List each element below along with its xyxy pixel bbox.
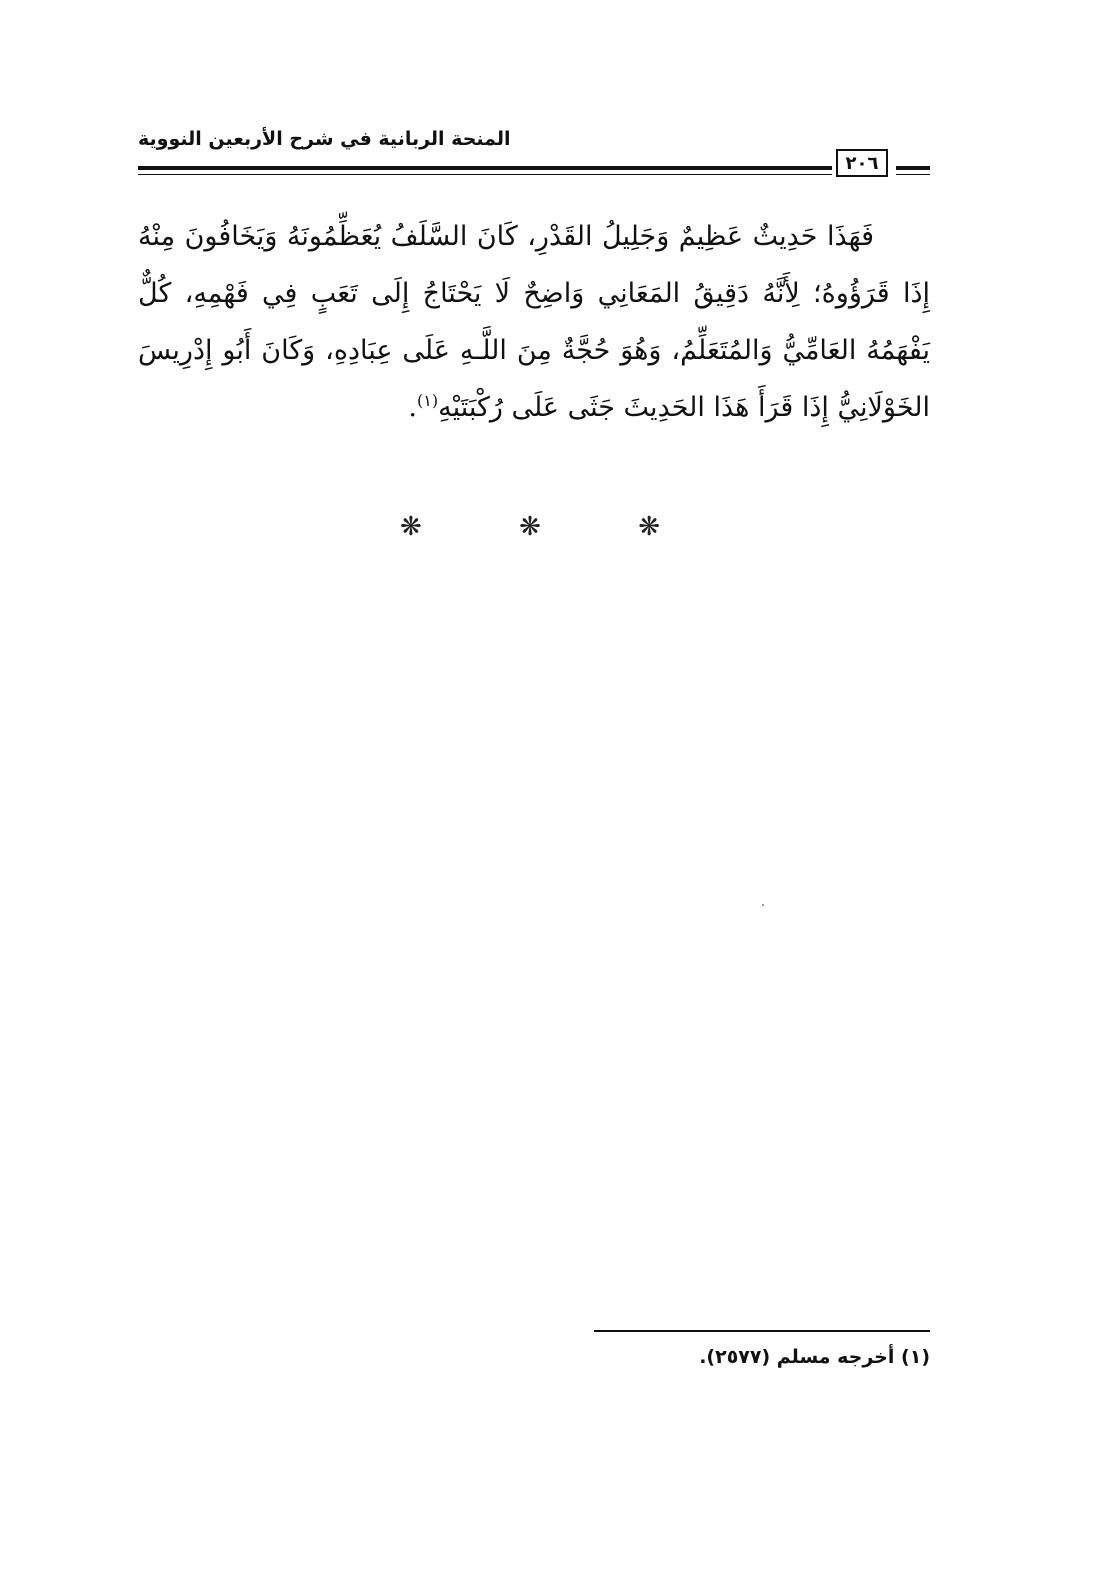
footnote: (١) أخرجه مسلم (٢٥٧٧).: [699, 1346, 930, 1368]
separator-star-icon: ❋: [638, 512, 660, 542]
header-rule-thin: [138, 174, 832, 175]
separator-star-icon: ❋: [519, 512, 541, 542]
main-paragraph: [138, 208, 930, 436]
footnote-reference[interactable]: (١): [417, 391, 439, 410]
page-number: ٢٠٦: [836, 149, 888, 177]
header-rule: [138, 166, 832, 170]
footnote-rule: [594, 1330, 930, 1332]
paragraph-end: .: [408, 392, 417, 423]
paragraph-text: فَهَذَا حَدِيثٌ عَظِيمٌ وَجَلِيلُ القَدْرِ، كَانَ السَّلَفُ يُعَظِّمُونَهُ وَيَخَافُونَ مِنْهُ إِذَا قَرَؤُوهُ؛ لِأَنَّهُ دَقِيقُ المَعَانِي وَاضِحٌ لَا يَحْتَاجُ إِلَى تَعَبٍ فِي فَهْمِهِ، كُلٌّ يَفْهَمُهُ العَامِّيُّ وَالمُتَعَلِّمُ، وَهُوَ حُجَّةٌ مِنَ اللَّـهِ عَلَى عِبَادِهِ، وَكَانَ أَبُو إِدْرِيسَ الخَوْلَانِيُّ إِذَا قَرَأَ هَذَا الحَدِيثَ جَثَى عَلَى رُكْبَتَيْهِ: [138, 221, 930, 423]
header-rule-right-thin: [896, 174, 930, 175]
body-text: [138, 208, 930, 436]
section-separator: [400, 512, 660, 542]
scan-speck: [762, 904, 764, 906]
separator-star-icon: ❋: [400, 512, 422, 542]
header-rule-right: [896, 166, 930, 170]
running-title: المنحة الربانية في شرح الأربعين النووية: [138, 128, 511, 150]
